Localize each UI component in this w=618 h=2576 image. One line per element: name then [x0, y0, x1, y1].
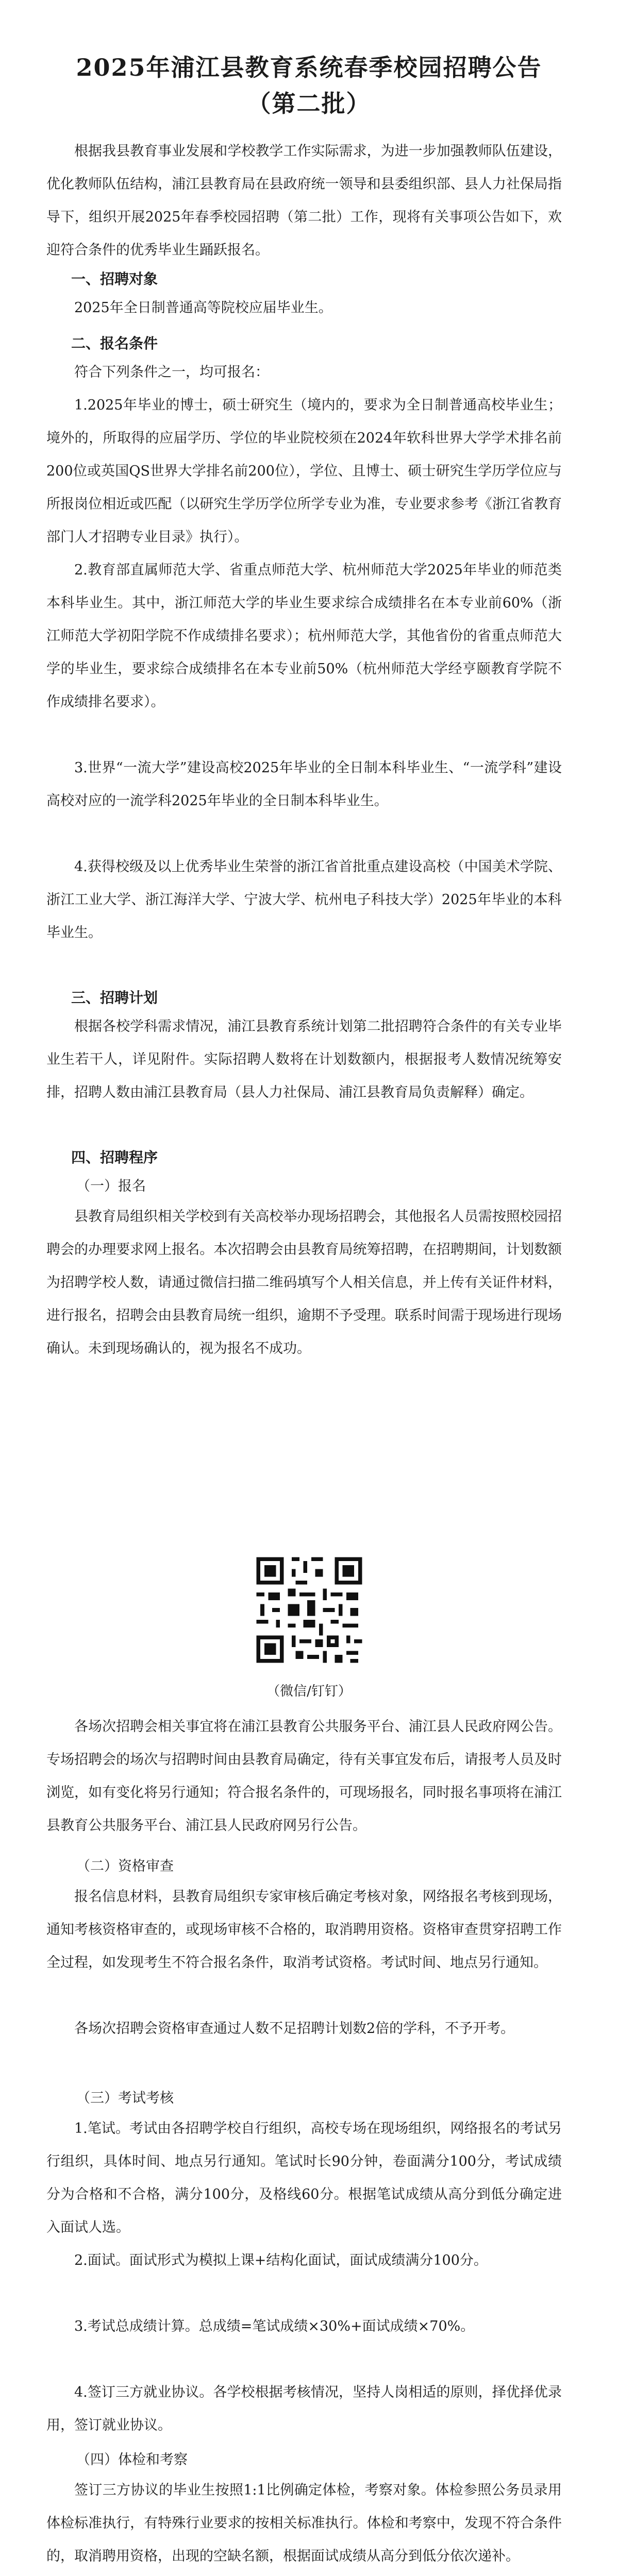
qualification-text: 报名信息材料，县教育局组织专家审核后确定考核对象，网络报名考核到现场，通知考核资格审查的，或现场审核不合格的，取消聘用资格。资格审查贯穿招聘工作全过程，如发现考生不符合报名条件，取消考试资格。考试时间、地点另行通知。	[46, 1889, 562, 1971]
section-2-item-2: 2.教育部直属师范大学、省重点师范大学、杭州师范大学2025年毕业的师范类本科毕业生。其中，浙江师范大学的毕业生要求综合成绩排名在本专业前60%（浙江师范大学初阳学院不作成绩排名要求）；杭州师范大学，其他省份的省重点师范大学的毕业生，要求综合成绩排名在本专业前50%（杭州师范大学经亨颐教育学院不作成绩排名要求）。	[46, 562, 562, 710]
section-2-lead: 符合下列条件之一，均可报名：	[74, 364, 269, 380]
page-title: 2025年浦江县教育系统春季校园招聘公告	[76, 54, 542, 81]
subsection-qualification: （二）资格审查	[76, 1858, 174, 1874]
section-2-item-1: 1.2025年毕业的博士，硕士研究生（境内的，要求为全日制普通高校毕业生；境外的，所取得的应届学历、学位的毕业院校须在2024年软科世界大学学术排名前200位或英国QS世界大学排名前200位），学位、且博士、硕士研究生学历学位应与所报岗位相近或匹配（以研究生学历学位所学专业为准，专业要求参考《浙江省教育部门人才招聘专业目录》执行）。	[46, 397, 562, 545]
section-1-text: 2025年全日制普通高等院校应届毕业生。	[74, 300, 332, 316]
interview-text: 2.面试。面试形式为模拟上课+结构化面试，面试成绩满分100分。	[74, 2252, 488, 2268]
section-3-text: 根据各校学科需求情况，浦江县教育系统计划第二批招聘符合条件的有关专业毕业生若干人，详见附件。实际招聘人数将在计划数额内，根据报考人数情况统筹安排，招聘人数由浦江县教育局（县人力社保局、浦江县教育局负责解释）确定。	[46, 1019, 562, 1100]
score-text: 3.考试总成绩计算。总成绩=笔试成绩×30%+面试成绩×70%。	[74, 2318, 475, 2334]
agreement-text: 4.签订三方就业协议。各学校根据考核情况，坚持人岗相适的原则，择优择优录用，签订就业协议。	[46, 2384, 562, 2433]
registration-notice: 各场次招聘会相关事宜将在浦江县教育公共服务平台、浦江县人民政府网公告。专场招聘会的场次与招聘时间由县教育局确定，待有关事宜发布后，请报考人员及时浏览，如有变化将另行通知；符合报名条件的，可现场报名，同时报名事项将在浦江县教育公共服务平台、浦江县人民政府网另行公告。	[46, 1719, 562, 1834]
section-heading-4: 四、招聘程序	[71, 1149, 158, 1166]
section-2-item-4: 4.获得校级及以上优秀毕业生荣誉的浙江省首批重点建设高校（中国美术学院、浙江工业大学、浙江海洋大学、宁波大学、杭州电子科技大学）2025年毕业的本科毕业生。	[46, 859, 562, 941]
intro-paragraph: 根据我县教育事业发展和学校教学工作实际需求，为进一步加强教师队伍建设，优化教师队伍结构，浦江县教育局在县政府统一领导和县委组织部、县人力社保局指导下，组织开展2025年春季校园招聘（第二批）工作，现将有关事项公告如下，欢迎符合条件的优秀毕业生踊跃报名。	[46, 143, 562, 258]
subsection-exam: （三）考试考核	[76, 2090, 174, 2106]
qr-caption: （微信/钉钉）	[266, 1684, 352, 1699]
registration-text: 县教育局组织相关学校到有关高校举办现场招聘会，其他报名人员需按照校园招聘会的办理要求网上报名。本次招聘会由县教育局统筹招聘，在招聘期间，计划数额为招聘学校人数，请通过微信扫描二维码填写个人相关信息，并上传有关证件材料，进行报名，招聘会由县教育局统一组织，逾期不予受理。联系时间需于现场进行现场确认。未到现场确认的，视为报名不成功。	[46, 1209, 562, 1357]
section-2-item-3: 3.世界“一流大学”建设高校2025年毕业的全日制本科毕业生、“一流学科”建设高校对应的一流学科2025年毕业的全日制本科毕业生。	[46, 760, 562, 809]
qualification-note: 各场次招聘会资格审查通过人数不足招聘计划数2倍的学科，不予开考。	[74, 2021, 515, 2037]
written-exam-text: 1.笔试。考试由各招聘学校自行组织，高校专场在现场组织，网络报名的考试另行组织，具体时间、地点另行通知。笔试时长90分钟，卷面满分100分，考试成绩分为合格和不合格，满分100分，及格线60分。根据笔试成绩从高分到低分确定进入面试人选。	[46, 2121, 562, 2235]
check-text: 签订三方协议的毕业生按照1:1比例确定体检，考察对象。体检参照公务员录用体检标准执行，有特殊行业要求的按相关标准执行。体检和考察中，发现不符合条件的，取消聘用资格，出现的空缺名额，根据面试成绩从高分到低分依次递补。	[46, 2482, 562, 2564]
qr-code	[253, 1553, 366, 1667]
section-heading-2: 二、报名条件	[71, 335, 158, 352]
subsection-registration: （一）报名	[76, 1178, 146, 1194]
page-subtitle: （第二批）	[247, 90, 371, 117]
section-heading-1: 一、招聘对象	[71, 270, 158, 287]
section-heading-3: 三、招聘计划	[71, 989, 158, 1006]
subsection-check: （四）体检和考察	[76, 2452, 188, 2468]
